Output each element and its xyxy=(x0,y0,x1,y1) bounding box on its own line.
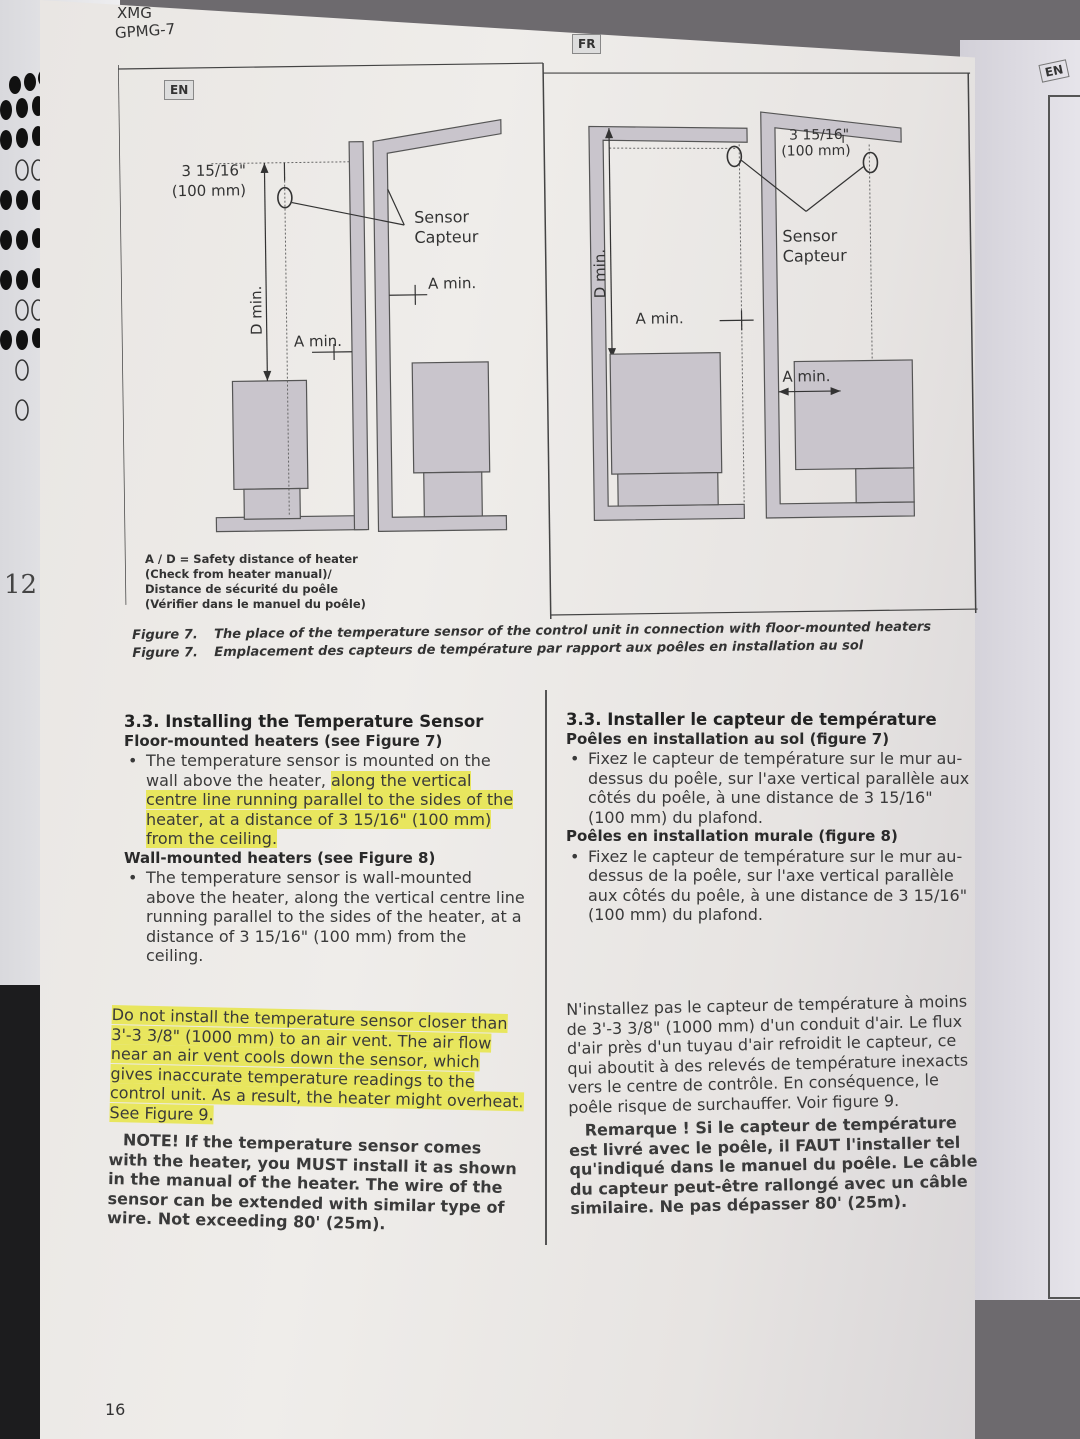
en-wall-heading: Wall-mounted heaters (see Figure 8) xyxy=(124,848,436,867)
english-column-top xyxy=(124,712,526,966)
right-dim-mm-label: (100 mm) xyxy=(781,142,851,160)
fr-floor-bullet: • Fixez le capteur de température sur le mur au-dessus du poêle, sur l'axe vertical parallèle aux côtés du poêle, à une distance de 3 15/16" (100 mm) du plafond. xyxy=(566,749,971,827)
left-sensor-label: Sensor xyxy=(414,207,470,227)
figure-7-diagrams xyxy=(118,53,978,625)
caption-text-fr: Emplacement des capteurs de température par rapport aux poêles en installation au sol xyxy=(214,638,864,661)
left-heater xyxy=(232,380,308,489)
right-heater xyxy=(610,353,722,475)
handwritten-margin-note: 12 xyxy=(4,570,38,600)
en-vent-warning: Do not install the temperature sensor closer than 3'-3 3/8" (1000 mm) to an air vent. The air flow near an air vent cools down the sensor, which gives inaccurate temperature readings to the control unit. As a result, the heater might overheat. See Figure 9. xyxy=(109,1005,524,1124)
left-dim-label: 3 15/16" xyxy=(181,161,247,181)
french-column-top xyxy=(566,710,971,925)
caption-label: Figure 7. xyxy=(132,627,198,643)
left-dim-mm-label: (100 mm) xyxy=(171,181,247,201)
right-amin-label-1: A min. xyxy=(635,309,684,328)
left-capteur-label: Capteur xyxy=(414,226,479,247)
right-capteur-label: Capteur xyxy=(782,245,847,266)
caption-text-en: The place of the temperature sensor of the control unit in connection with floor-mounted heaters xyxy=(214,619,932,643)
left-heater-2 xyxy=(412,362,490,473)
lang-tag-en: EN xyxy=(164,80,194,100)
left-dmin-label: D min. xyxy=(247,285,266,336)
left-amin-label-2: A min. xyxy=(427,274,477,293)
figure-legend xyxy=(145,552,366,612)
en-floor-bullet: • The temperature sensor is mounted on the wall above the heater, along the vertical centre line running parallel to the sides of the heater, at a distance of 3 15/16" (100 mm) from the ceiling. xyxy=(124,751,526,849)
brand-name: XMG xyxy=(117,4,152,22)
english-column-bottom xyxy=(107,1005,526,1237)
fr-wall-heading: Poêles en installation murale (figure 8) xyxy=(566,827,898,845)
highlight: along the vertical centre line running parallel to the sides of the heater, at a distance of 3 15/16" (100 mm) from the ceiling. xyxy=(146,770,514,848)
lang-tag-fr: FR xyxy=(572,34,601,54)
figure-7 xyxy=(118,53,978,625)
legend-line: (Vérifier dans le manuel du poêle) xyxy=(145,597,366,611)
fr-wall-bullet: • Fixez le capteur de température sur le mur au-dessus de la poêle, sur l'axe vertical parallèle aux côtés du poêle, à une distance de 3 15/16" (100 mm) du plafond. xyxy=(566,847,971,925)
model-name: GPMG-7 xyxy=(114,19,176,43)
right-sensor-2-icon xyxy=(863,152,877,172)
en-floor-heading: Floor-mounted heaters (see Figure 7) xyxy=(124,731,443,750)
fr-vent-warning: N'installez pas le capteur de température à moins de 3'-3 3/8" (1000 mm) d'un conduit d'air. Le flux d'air près d'un tuyau d'air refroidit le capteur, ce qui aboutit à des relevés de température inexacts vers le centre de contrôle. En conséquence, le poêle risque de surchauffer. Voir figure 9. xyxy=(566,991,969,1117)
lang-tag-en-right: EN xyxy=(1038,59,1069,82)
fr-note: Remarque ! Si le capteur de température est livré avec le poêle, il FAUT l'installer tel qu'indiqué dans le manuel du poêle. Le câble du capteur peut-être rallongé avec un câble similaire. Ne pas dépasser 80' (25m). xyxy=(568,1112,978,1218)
right-amin-label-2: A min. xyxy=(782,367,831,386)
caption-label: Figure 7. xyxy=(132,645,198,661)
right-dim-label: 3 15/16" xyxy=(788,126,850,144)
legend-line: A / D = Safety distance of heater xyxy=(145,552,358,566)
legend-line: Distance de sécurité du poêle xyxy=(145,582,339,596)
page-number: 16 xyxy=(105,1400,126,1419)
fr-section-title: 3.3. Installer le capteur de température xyxy=(566,710,937,729)
en-section-title: 3.3. Installing the Temperature Sensor xyxy=(124,712,484,731)
french-column-bottom xyxy=(566,991,988,1218)
right-dmin-label: D min. xyxy=(590,248,610,299)
right-sensor-label: Sensor xyxy=(782,225,838,246)
legend-line: (Check from heater manual)/ xyxy=(145,567,332,581)
left-amin-label-1: A min. xyxy=(293,331,343,351)
en-wall-bullet: • The temperature sensor is wall-mounted above the heater, along the vertical centre line running parallel to the sides of the heater, at a distance of 3 15/16" (100 mm) from the ceiling. xyxy=(124,868,526,966)
en-note: NOTE! If the temperature sensor comes with the heater, you MUST install it as shown in the manual of the heater. The wire of the sensor can be extended with similar type of wire. Not exceeding 80' (25m). xyxy=(106,1130,518,1234)
column-divider xyxy=(545,690,547,1245)
fr-floor-heading: Poêles en installation au sol (figure 7) xyxy=(566,729,890,748)
